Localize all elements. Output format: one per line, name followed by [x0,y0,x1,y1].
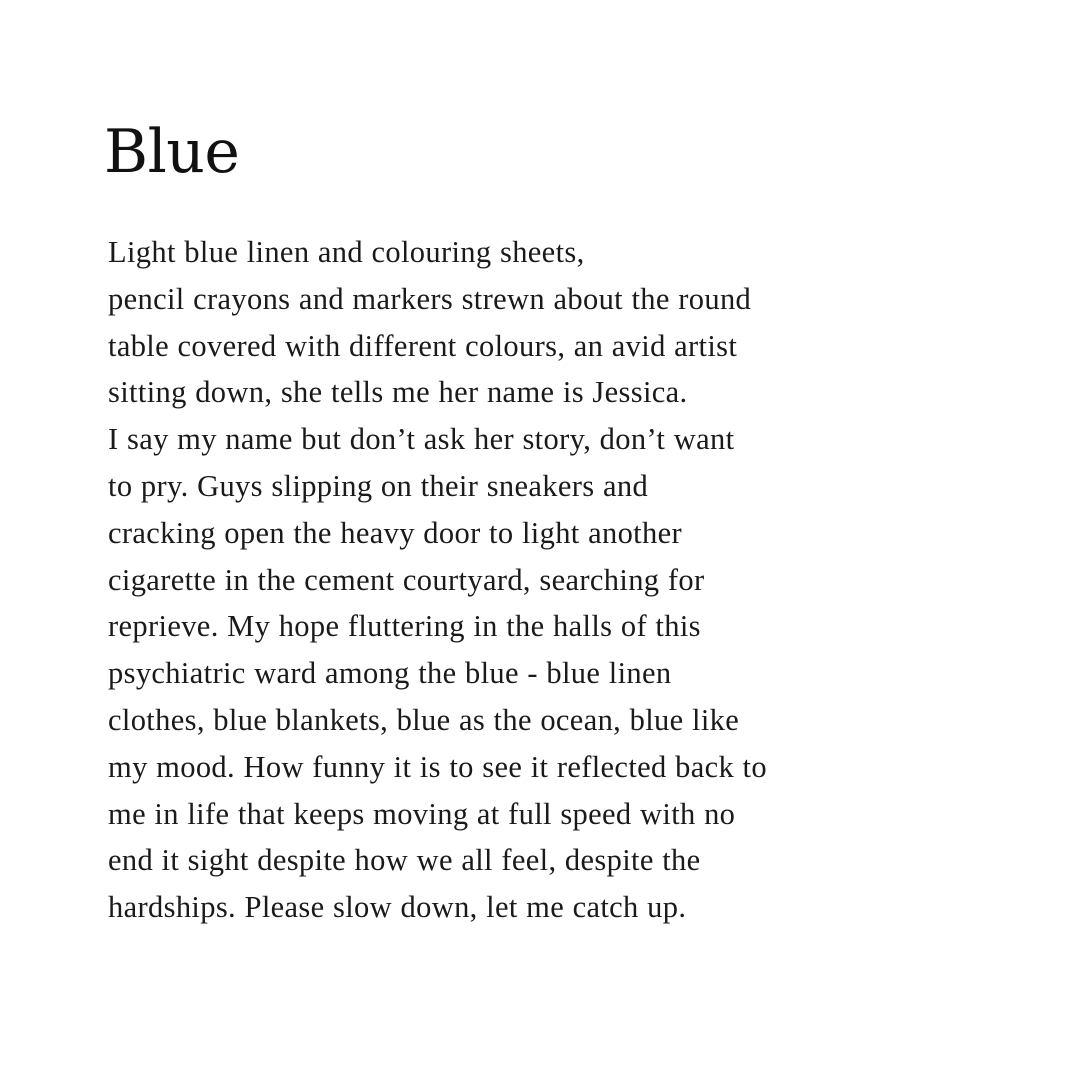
poem-line: table covered with different colours, an avid artist [108,328,738,363]
poem-body [108,229,1008,931]
poem-line: psychiatric ward among the blue - blue linen [108,656,672,691]
poem-line: Light blue linen and colouring sheets, [108,235,585,269]
poem-title: Blue [104,117,240,187]
poem-line: cigarette in the cement courtyard, searching for [108,562,705,597]
poem-line: my mood. How funny it is to see it reflected back to [108,749,767,784]
poem-line: cracking open the heavy door to light another [108,515,682,550]
poem-line: I say my name but don’t ask her story, don’t want [108,422,735,457]
poem-line: pencil crayons and markers strewn about the round [108,281,752,316]
poem-line: to pry. Guys slipping on their sneakers and [108,468,649,503]
poem-line: sitting down, she tells me her name is Jessica. [108,375,688,410]
poem-line: end it sight despite how we all feel, despite the [108,843,701,878]
poem-line: clothes, blue blankets, blue as the ocean, blue like [108,702,740,737]
poem-line: reprieve. My hope fluttering in the halls of this [108,609,701,644]
poem-line: me in life that keeps moving at full speed with no [108,796,736,831]
poem-line: hardships. Please slow down, let me catch up. [108,890,687,925]
